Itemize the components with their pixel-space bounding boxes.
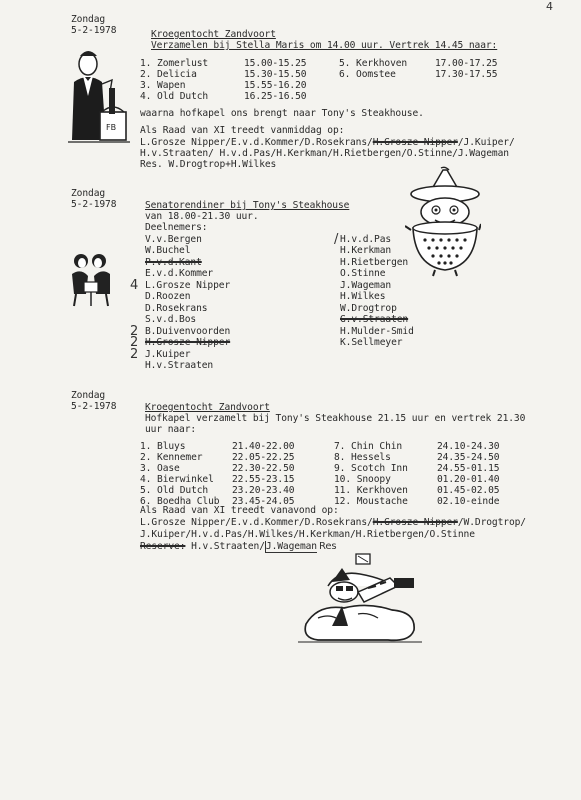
- sec1-raad: Als Raad van XI treedt vanmiddag op:: [140, 125, 345, 136]
- sec1-after: waarna hofkapel ons brengt naar Tony's Steakhouse.: [140, 108, 424, 119]
- sec1-title: Kroegentocht Zandvoort: [151, 29, 276, 40]
- sec3-day: Zondag: [71, 390, 106, 401]
- sec3-stop-label: 2. Kennemer: [140, 452, 203, 463]
- sec3-stop-label: 5. Old Dutch: [140, 485, 209, 496]
- sec1-stop-time: 17.30-17.55: [435, 69, 498, 80]
- participant: W.Drogtrop: [340, 303, 397, 314]
- participant-mark: 2: [130, 335, 139, 350]
- participant-mark: 2: [130, 347, 139, 362]
- couple-at-table-illustration: [66, 250, 118, 308]
- sec3-stop-time: 02.10-einde: [437, 496, 500, 507]
- sec3-subtitle: Hofkapel verzamelt bij Tony's Steakhouse 21.15 uur en vertrek 21.30: [145, 413, 526, 424]
- sec2-date: 5-2-1978: [71, 199, 117, 210]
- sec3-stop-time: 22.30-22.50: [232, 463, 295, 474]
- sec1-stop-time: 15.30-15.50: [244, 69, 307, 80]
- participant: V.v.Bergen: [145, 234, 202, 245]
- sec3-stop-time: 22.05-22.25: [232, 452, 295, 463]
- participant: B.Duivenvoorden: [145, 326, 231, 337]
- sec3-line1: L.Grosze Nipper/E.v.d.Kommer/D.Rosekrans/H.Grosze Nipper/W.Drogtrop/: [140, 517, 526, 528]
- page-number: 4: [546, 0, 553, 13]
- participant-struck: H.Grosze Nipper: [145, 337, 231, 348]
- participant: K.Sellmeyer: [340, 337, 403, 348]
- participant: H.Mulder-Smid: [340, 326, 414, 337]
- sec2-time: van 18.00-21.30 uur.: [145, 211, 259, 222]
- sec2-title: Senatorendiner bij Tony's Steakhouse: [145, 200, 350, 211]
- participant-mark: /: [334, 232, 339, 247]
- participant: H.Kerkman: [340, 245, 392, 256]
- sec3-stop-label: 12. Moustache: [334, 496, 408, 507]
- sec1-stop-label: 6. Oomstee: [339, 69, 396, 80]
- sec3-subtitle2: uur naar:: [145, 424, 197, 435]
- participant: S.v.d.Bos: [145, 314, 197, 325]
- sec3-stop-time: 24.35-24.50: [437, 452, 500, 463]
- sec1-line3: Res. W.Drogtrop+H.Wilkes: [140, 159, 277, 170]
- participant-struck: G.v.Straaten: [340, 314, 409, 325]
- participant-mark: 2: [130, 324, 139, 339]
- participant-mark: 4: [130, 278, 139, 293]
- sec3-stop-label: 10. Snoopy: [334, 474, 391, 485]
- sec3-stop-time: 23.20-23.40: [232, 485, 295, 496]
- participant: H.v.Straaten: [145, 360, 214, 371]
- sec1-stop-time: 15.55-16.20: [244, 80, 307, 91]
- sec3-stop-time: 24.55-01.15: [437, 463, 500, 474]
- sec3-stop-time: 22.55-23.15: [232, 474, 295, 485]
- participant: J.Kuiper: [145, 349, 191, 360]
- participant: O.Stinne: [340, 268, 386, 279]
- participant-struck: P.v.d.Kant: [145, 257, 202, 268]
- sec3-stop-time: 01.45-02.05: [437, 485, 500, 496]
- sec1-day: Zondag: [71, 14, 106, 25]
- sec1-stop-label: 1. Zomerlust: [140, 58, 209, 69]
- participant: L.Grosze Nipper: [145, 280, 231, 291]
- participant: D.Roozen: [145, 291, 191, 302]
- participant: E.v.d.Kommer: [145, 268, 214, 279]
- participant: H.Wilkes: [340, 291, 386, 302]
- svg-text:FB: FB: [106, 123, 117, 132]
- sec1-stop-label: 3. Wapen: [140, 80, 186, 91]
- sec3-date: 5-2-1978: [71, 401, 117, 412]
- sec3-stop-time: 21.40-22.00: [232, 441, 295, 452]
- sec3-line2: J.Kuiper/H.v.d.Pas/H.Wilkes/H.Kerkman/H.Rietbergen/O.Stinne: [140, 529, 475, 540]
- sec3-stop-time: 01.20-01.40: [437, 474, 500, 485]
- sec1-stop-time: 16.25-16.50: [244, 91, 307, 102]
- sec3-stop-time: 23.45-24.05: [232, 496, 295, 507]
- sec1-line2: H.v.Straaten/ H.v.d.Pas/H.Kerkman/H.Rietbergen/O.Stinne/J.Wageman: [140, 148, 509, 159]
- sec1-date: 5-2-1978: [71, 25, 117, 36]
- waiter-with-champagne-illustration: [66, 44, 132, 148]
- sec3-stop-label: 3. Oase: [140, 463, 180, 474]
- sec3-raad: Als Raad van XI treedt vanavond op:: [140, 505, 339, 516]
- sec3-stop-label: 9. Scotch Inn: [334, 463, 408, 474]
- sec2-participants-label: Deelnemers:: [145, 222, 208, 233]
- sec2-day: Zondag: [71, 188, 106, 199]
- sec1-stop-label: 4. Old Dutch: [140, 91, 209, 102]
- sec3-title: Kroegentocht Zandvoort: [145, 402, 270, 413]
- participant: W.Buchel: [145, 245, 191, 256]
- participant: J.Wageman: [340, 280, 392, 291]
- sec3-stop-label: 8. Hessels: [334, 452, 391, 463]
- sec1-line1: L.Grosze Nipper/E.v.d.Kommer/D.Rosekrans/H.Grosze Nipper/J.Kuiper/: [140, 137, 515, 148]
- sec3-stop-label: 6. Boedha Club: [140, 496, 220, 507]
- participant: D.Rosekrans: [145, 303, 208, 314]
- sec3-stop-label: 1. Bluys: [140, 441, 186, 452]
- sec1-stop-time: 15.00-15.25: [244, 58, 307, 69]
- sec1-subtitle: Verzamelen bij Stella Maris om 14.00 uur. Vertrek 14.45 naar:: [151, 40, 498, 51]
- sec3-line3: Reserve: H.v.Straaten/J.Wageman Res: [140, 541, 337, 552]
- participant: H.Rietbergen: [340, 257, 409, 268]
- sec1-stop-label: 2. Delicia: [140, 69, 197, 80]
- sec1-stop-time: 17.00-17.25: [435, 58, 498, 69]
- sec3-stop-label: 4. Bierwinkel: [140, 474, 214, 485]
- sec3-stop-label: 11. Kerkhoven: [334, 485, 408, 496]
- sec3-stop-time: 24.10-24.30: [437, 441, 500, 452]
- participant: H.v.d.Pas: [340, 234, 392, 245]
- colander-face-illustration: [405, 166, 481, 278]
- sec3-stop-label: 7. Chin Chin: [334, 441, 403, 452]
- sleeping-reveller-illustration: [298, 552, 422, 644]
- sec1-stop-label: 5. Kerkhoven: [339, 58, 408, 69]
